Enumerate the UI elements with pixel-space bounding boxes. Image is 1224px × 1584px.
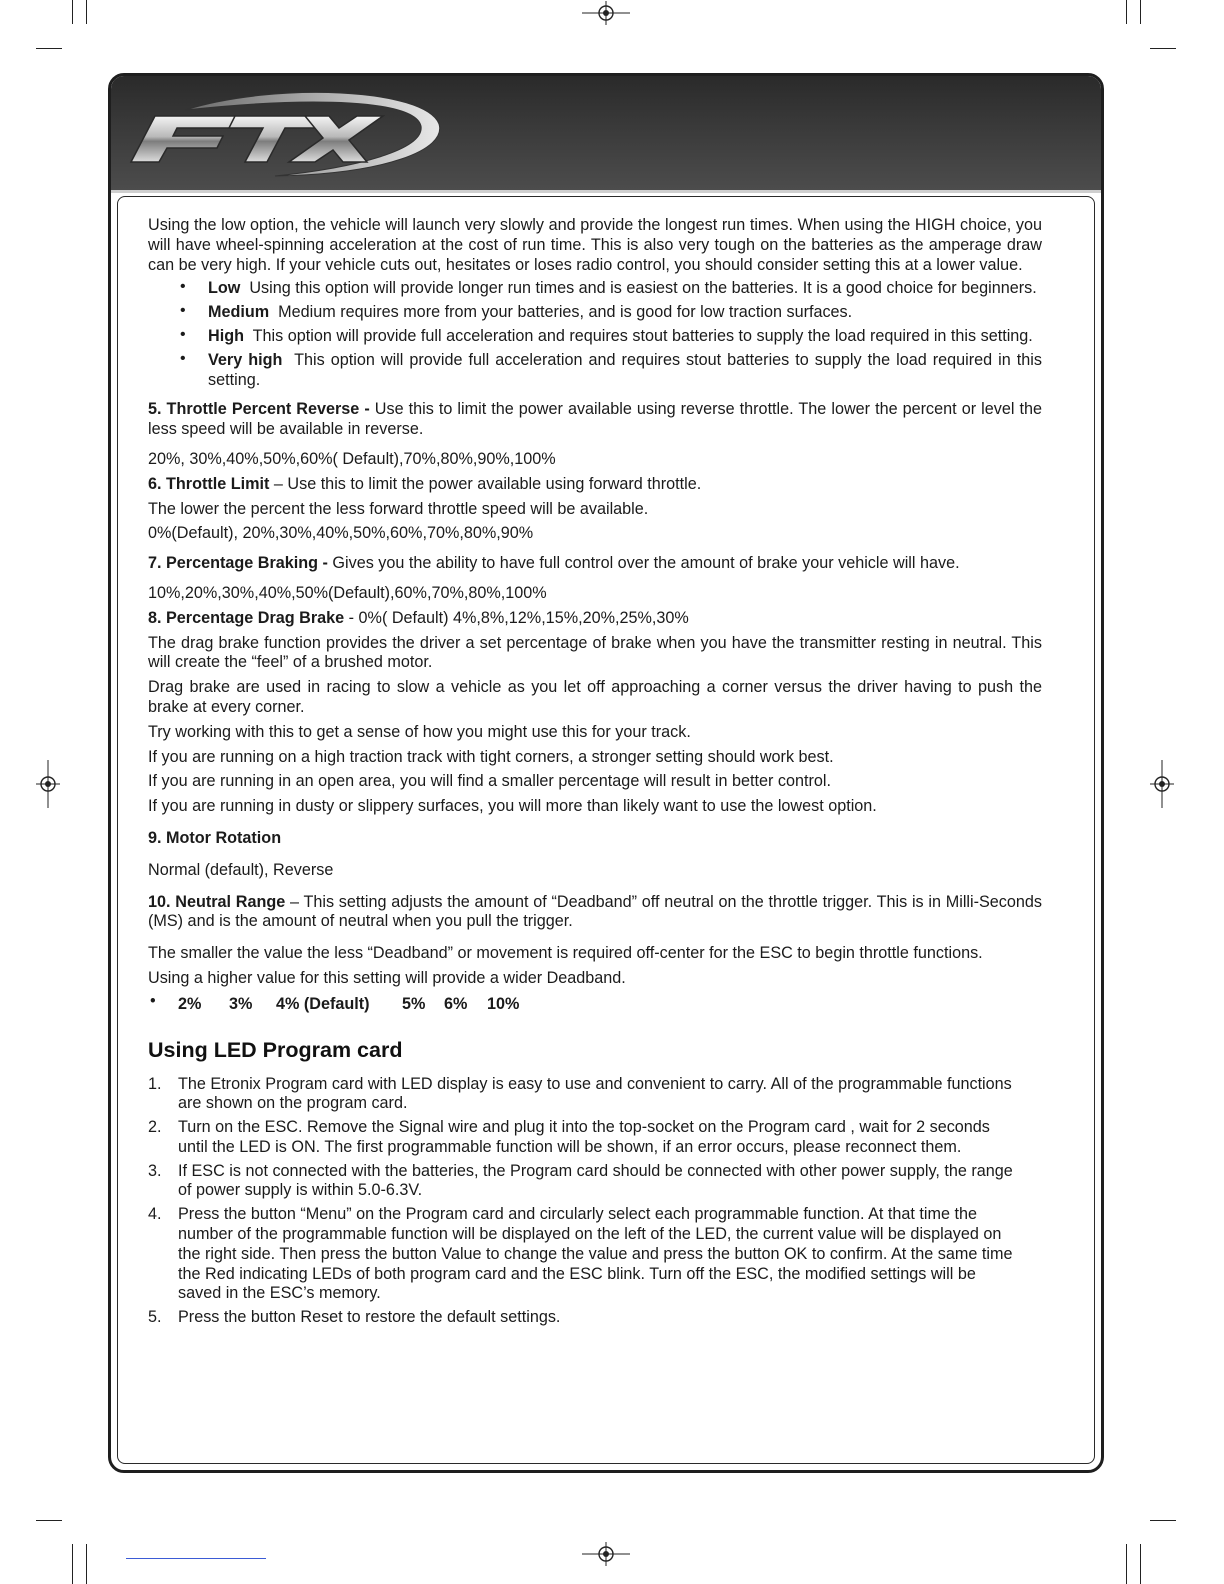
crop-mark	[72, 0, 73, 24]
section-percentage-braking	[148, 554, 1042, 574]
crop-mark	[1150, 48, 1176, 49]
punch-intro: Using the low option, the vehicle will launch very slowly and provide the longest run times. When using the HIGH choice, you will have wheel-spinning acceleration at the cost of run time. This is also very tough on the batteries as the amperage draw can be very high. If your vehicle cuts out, hesitates or loses radio control, you should consider setting this at a lower value.	[148, 216, 1042, 274]
section-values: Normal (default), Reverse	[148, 860, 334, 879]
list-item	[148, 1074, 1042, 1115]
section-text: The lower the percent the less forward throttle speed will be available.	[148, 499, 649, 518]
registration-mark-icon	[1150, 760, 1174, 808]
paragraph: If you are running on a high traction track with tight corners, a stronger setting should work best.	[148, 747, 834, 766]
step-number: 5.	[148, 1308, 162, 1327]
crop-mark	[1150, 1520, 1176, 1521]
crop-mark	[1126, 0, 1127, 24]
option-label: Very high	[208, 350, 283, 369]
paragraph: Drag brake are used in racing to slow a vehicle as you let off approaching a corner versus the driver having to push the brake at every corner.	[148, 678, 1042, 716]
paragraph: The drag brake function provides the driver a set percentage of brake when you have the transmitter resting in neutral. This will create the “feel” of a brushed motor.	[148, 633, 1042, 672]
step-text: Turn on the ESC. Remove the Signal wire and plug it into the top-socket on the Program card , wait for 2 seconds until the LED is ON. The first programmable function will be shown, if an error occurs, please reconnect them.	[178, 1118, 990, 1156]
step-number: 2.	[148, 1118, 162, 1137]
section-text: - 0%( Default) 4%,8%,12%,15%,20%,25%,30%	[344, 608, 689, 627]
manual-content	[148, 216, 1047, 1328]
led-program-card-heading: Using LED Program card	[148, 1037, 403, 1062]
option-text: Using this option will provide longer run times and is easiest on the batteries. It is a good choice for beginners.	[240, 279, 1037, 298]
section-drag-brake	[148, 609, 1042, 629]
crop-mark	[36, 48, 62, 49]
section-throttle-limit	[148, 475, 1042, 495]
footer-rule	[126, 1558, 266, 1559]
option-text: Medium requires more from your batteries, and is good for low traction surfaces.	[269, 303, 853, 322]
option-value: 4% (Default)	[276, 994, 370, 1013]
list-item	[148, 1308, 1042, 1328]
option-label: High	[208, 326, 244, 345]
paragraph: Using a higher value for this setting will provide a wider Deadband.	[148, 968, 626, 987]
section-text: – This setting adjusts the amount of “Deadband” off neutral on the throttle trigger. This is in Milli-Seconds (MS) and is the amount of neutral when you pull the trigger.	[148, 892, 1042, 931]
option-value: 3%	[229, 994, 253, 1013]
crop-mark	[1140, 1544, 1141, 1584]
list-item	[148, 1118, 1042, 1158]
registration-mark-icon	[582, 1542, 630, 1566]
option-value: 6%	[444, 994, 468, 1013]
list-item	[208, 350, 1047, 391]
bullet-icon: •	[150, 991, 156, 1010]
option-label: Low	[208, 279, 241, 298]
crop-mark	[36, 1520, 62, 1521]
registration-mark-icon	[582, 1, 630, 25]
step-text: Press the button Reset to restore the default settings.	[178, 1308, 561, 1327]
crop-mark	[86, 0, 87, 24]
crop-mark	[1140, 0, 1141, 24]
list-item	[148, 1161, 1042, 1202]
registration-mark-icon	[36, 760, 60, 808]
list-item	[148, 1205, 1042, 1304]
punch-options-list	[148, 279, 1047, 390]
list-item	[208, 303, 1042, 323]
option-text: This option will provide full acceleration and requires stout batteries to supply the load required in this setting.	[243, 326, 1033, 345]
section-text: Gives you the ability to have full control over the amount of brake your vehicle will have.	[327, 554, 960, 573]
crop-mark	[72, 1544, 73, 1584]
option-value: 5%	[402, 994, 426, 1013]
step-text: Press the button “Menu” on the Program card and circularly select each programmable function. At that time the number of the programmable function will be displayed on the left of the LED, the current value will be displayed on the right side. Then press the button Value to change the value and press the button OK to confirm. At the same time the Red indicating LEDs of both program card and the ESC blink. Turn off the ESC, the modified settings will be saved in the ESC’s memory.	[178, 1205, 1013, 1303]
step-number: 3.	[148, 1161, 162, 1180]
crop-mark	[1126, 1544, 1127, 1584]
neutral-range-options	[148, 991, 1042, 1015]
section-title: 6. Throttle Limit	[148, 474, 270, 493]
section-values: 10%,20%,30%,40%,50%(Default),60%,70%,80%,100%	[148, 583, 547, 602]
step-number: 1.	[148, 1074, 162, 1093]
section-motor-rotation	[148, 829, 1042, 849]
header-band	[111, 76, 1101, 193]
section-title: 9. Motor Rotation	[148, 828, 282, 847]
section-neutral-range	[148, 893, 1042, 933]
step-text: The Etronix Program card with LED display is easy to use and convenient to carry. All of the programmable functions are shown on the program card.	[178, 1074, 1012, 1113]
section-title: 10. Neutral Range	[148, 892, 286, 911]
step-text: If ESC is not connected with the batteries, the Program card should be connected with other power supply, the range of power supply is within 5.0-6.3V.	[178, 1161, 1013, 1200]
section-title: 7. Percentage Braking -	[148, 554, 328, 573]
option-value: 2%	[178, 994, 202, 1013]
paragraph: If you are running in an open area, you will find a smaller percentage will result in better control.	[148, 772, 831, 791]
section-values: 20%, 30%,40%,50%,60%( Default),70%,80%,90%,100%	[148, 449, 556, 468]
option-value: 10%	[487, 994, 520, 1013]
section-throttle-reverse	[148, 400, 1042, 440]
led-steps-list	[148, 1075, 1042, 1329]
ftx-logo	[125, 88, 445, 180]
paragraph: If you are running in dusty or slippery surfaces, you will more than likely want to use the lowest option.	[148, 797, 877, 816]
section-values: 0%(Default), 20%,30%,40%,50%,60%,70%,80%,90%	[148, 524, 534, 543]
list-item	[208, 327, 1042, 347]
step-number: 4.	[148, 1205, 162, 1224]
option-label: Medium	[208, 303, 270, 322]
section-text: – Use this to limit the power available using forward throttle.	[269, 474, 702, 493]
paragraph: The smaller the value the less “Deadband” or movement is required off-center for the ESC to begin throttle functions.	[148, 944, 983, 963]
section-text: Use this to limit the power available using reverse throttle. The lower the percent or level the less speed will be available in reverse.	[148, 400, 1042, 439]
crop-mark	[86, 1544, 87, 1584]
list-item	[208, 279, 1042, 299]
option-text: This option will provide full acceleration and requires stout batteries to supply the load required in this setting.	[208, 350, 1047, 389]
paragraph: Try working with this to get a sense of how you might use this for your track.	[148, 722, 691, 741]
section-title: 5. Throttle Percent Reverse -	[148, 400, 370, 419]
section-title: 8. Percentage Drag Brake	[148, 608, 345, 627]
